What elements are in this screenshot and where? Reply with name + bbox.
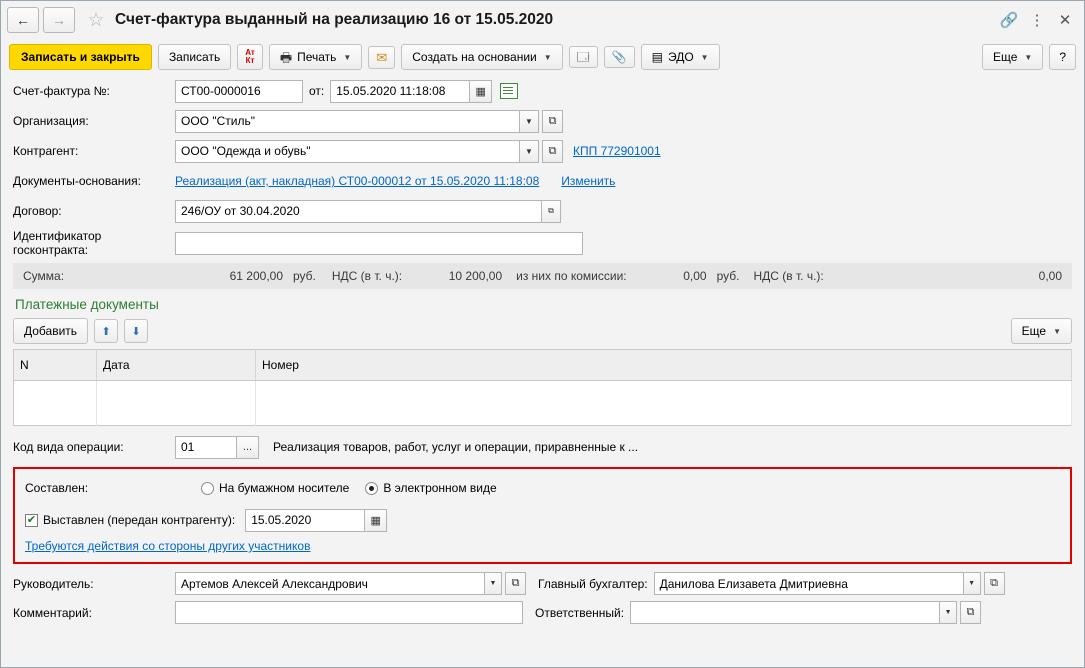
invoice-number-input[interactable]: СТ00-0000016 <box>175 80 303 103</box>
chevron-down-icon: ▼ <box>543 52 552 62</box>
report-icon: 🗔 <box>576 50 590 64</box>
comment-input[interactable] <box>175 601 523 624</box>
arrow-up-icon: ⬆ <box>101 325 111 338</box>
commission-value: 0,00 <box>683 269 707 283</box>
contract-label: Договор: <box>13 204 62 218</box>
gov-contract-id-label: Идентификатор госконтракта: <box>13 229 102 257</box>
move-down-button[interactable] <box>124 319 148 343</box>
accountant-select-button[interactable]: ⧉ <box>984 572 1005 595</box>
composed-row <box>25 476 1060 500</box>
table-row[interactable] <box>14 381 1072 426</box>
operation-code-label: Код вида операции: <box>13 440 124 454</box>
attachments-button[interactable] <box>604 46 635 68</box>
counterparty-select-button[interactable]: ⧉ <box>542 140 563 163</box>
issued-date-input[interactable]: 15.05.2020 <box>245 509 365 532</box>
kpp-link[interactable]: КПП 772901001 <box>573 144 661 158</box>
radio-paper-label: На бумажном носителе <box>219 481 350 495</box>
column-header-n: N <box>14 350 97 381</box>
gov-contract-id-input[interactable] <box>175 232 583 255</box>
envelope-icon: ✉ <box>376 49 388 65</box>
add-payment-doc-button[interactable]: Добавить <box>13 318 88 344</box>
director-row <box>13 572 1072 595</box>
chevron-down-icon: ▼ <box>1024 52 1033 62</box>
atkt-button[interactable] <box>237 44 263 70</box>
create-based-on-label: Создать на основании <box>412 50 537 64</box>
kebab-menu-icon[interactable]: ⋮ <box>1029 12 1045 29</box>
issued-label: Выставлен (передан контрагенту): <box>43 513 236 527</box>
counterparty-dropdown-icon[interactable]: ▼ <box>520 140 539 163</box>
sum-value: 61 200,00 <box>229 269 283 283</box>
basis-documents-row <box>13 169 1072 193</box>
director-input[interactable]: Артемов Алексей Александрович <box>175 572 485 595</box>
radio-paper[interactable] <box>201 482 214 495</box>
required-actions-link[interactable]: Требуются действия со стороны других участников <box>25 539 311 553</box>
vat-label: НДС (в т. ч.): <box>331 269 403 283</box>
comment-label: Комментарий: <box>13 605 92 620</box>
close-icon[interactable]: ✕ <box>1058 12 1072 29</box>
edo-label: ЭДО <box>667 50 694 64</box>
vat-commission-label: НДС (в т. ч.): <box>753 269 824 283</box>
radio-electronic-label: В электронном виде <box>383 481 497 495</box>
chevron-down-icon: ▼ <box>343 52 352 62</box>
table-header-row <box>14 350 1072 381</box>
more-label: Еще <box>992 50 1018 64</box>
cell-n[interactable] <box>14 381 97 426</box>
change-basis-link[interactable]: Изменить <box>561 174 616 188</box>
command-bar <box>1 39 1084 75</box>
operation-code-input[interactable]: 01 <box>175 436 237 459</box>
printer-icon: 🖶 <box>279 49 293 65</box>
move-up-button[interactable] <box>94 319 118 343</box>
director-label: Руководитель: <box>13 576 94 591</box>
title-bar <box>1 1 1084 39</box>
link-icon[interactable]: 🔗 <box>999 12 1019 29</box>
director-dropdown-icon[interactable]: ▼ <box>485 572 502 595</box>
counterparty-label: Контрагент: <box>13 144 79 158</box>
totals-bar <box>13 263 1072 289</box>
payment-documents-title: Платежные документы <box>15 297 159 312</box>
organization-row <box>13 109 1072 133</box>
contract-input[interactable]: 246/ОУ от 30.04.2020 <box>175 200 542 223</box>
back-button[interactable] <box>7 7 39 33</box>
basis-document-link[interactable]: Реализация (акт, накладная) СТ00-000012 от 15.05.2020 11:18:08 <box>175 174 540 188</box>
counterparty-input[interactable]: ООО "Одежда и обувь" <box>175 140 520 163</box>
issued-row <box>25 508 1060 532</box>
accountant-input[interactable]: Данилова Елизавета Дмитриевна <box>654 572 964 595</box>
responsible-input[interactable] <box>630 601 940 624</box>
invoice-number-row <box>13 79 1072 103</box>
edo-button[interactable] <box>641 44 720 70</box>
note-icon[interactable] <box>500 83 518 99</box>
vat-value: 10 200,00 <box>448 269 503 283</box>
accountant-label: Главный бухгалтер: <box>538 576 648 591</box>
payment-documents-toolbar <box>13 318 1072 344</box>
chevron-down-icon: ▼ <box>700 52 709 62</box>
vat-commission-value: 0,00 <box>1038 269 1062 283</box>
invoice-number-label: Счет-фактура №: <box>13 84 110 98</box>
send-mail-button[interactable] <box>368 46 395 69</box>
contract-row <box>13 199 1072 223</box>
invoice-form <box>1 75 1084 624</box>
gov-contract-id-row <box>13 229 1072 257</box>
composed-section <box>13 467 1072 564</box>
responsible-label: Ответственный: <box>535 605 625 620</box>
star-icon: ☆ <box>87 9 105 31</box>
page-title: Счет-фактура выданный на реализацию 16 от 15.05.2020 <box>115 11 554 28</box>
atkt-icon: Ат Кт <box>245 48 255 65</box>
sum-label: Сумма: <box>23 269 65 283</box>
radio-electronic[interactable] <box>365 482 378 495</box>
responsible-dropdown-icon[interactable]: ▼ <box>940 601 957 624</box>
forward-button[interactable] <box>43 7 75 33</box>
operation-code-select-button[interactable]: ... <box>237 436 259 459</box>
calendar-icon[interactable]: ▦ <box>365 509 387 532</box>
accountant-dropdown-icon[interactable]: ▼ <box>964 572 981 595</box>
counterparty-row <box>13 139 1072 163</box>
cell-date[interactable] <box>97 381 256 426</box>
cell-number[interactable] <box>256 381 1072 426</box>
create-based-on-button[interactable] <box>401 44 562 70</box>
date-label: от: <box>309 84 325 98</box>
operation-code-row <box>13 435 1072 459</box>
organization-input[interactable]: ООО "Стиль" <box>175 110 520 133</box>
favorite-button[interactable] <box>83 7 109 33</box>
command-bar-right <box>982 44 1076 70</box>
organization-dropdown-icon[interactable]: ▼ <box>520 110 539 133</box>
organization-select-button[interactable]: ⧉ <box>542 110 563 133</box>
calendar-icon[interactable]: ▦ <box>470 80 492 103</box>
paperclip-icon: 📎 <box>611 50 627 64</box>
commission-label: из них по комиссии: <box>516 269 627 283</box>
print-label: Печать <box>297 50 337 64</box>
window-controls <box>996 7 1078 33</box>
contract-select-icon[interactable]: ⧉ <box>542 200 561 223</box>
save-button[interactable]: Записать <box>158 44 231 70</box>
save-and-close-button[interactable]: Записать и закрыть <box>9 44 152 70</box>
organization-label: Организация: <box>13 114 89 128</box>
basis-documents-label: Документы-основания: <box>13 174 141 188</box>
issued-checkbox[interactable]: ✔ <box>26 513 37 526</box>
print-button[interactable] <box>269 44 363 70</box>
arrow-down-icon: ⬇ <box>131 325 141 338</box>
chevron-down-icon: ▼ <box>1053 326 1061 336</box>
column-header-number: Номер <box>256 350 1072 381</box>
more-button[interactable] <box>982 44 1043 70</box>
report-button[interactable] <box>569 46 598 68</box>
payment-documents-table[interactable] <box>13 349 1072 426</box>
arrow-left-icon: ← <box>16 12 30 28</box>
payment-docs-more-button[interactable] <box>1011 318 1072 344</box>
operation-description: Реализация товаров, работ, услуг и операции, приравненные к ... <box>273 440 639 454</box>
sum-currency: руб. <box>293 269 316 283</box>
column-header-date: Дата <box>97 350 256 381</box>
arrow-right-icon: → <box>52 12 66 28</box>
comment-row <box>13 601 1072 624</box>
commission-currency: руб. <box>716 269 740 283</box>
invoice-date-input[interactable]: 15.05.2020 11:18:08 <box>330 80 470 103</box>
director-select-button[interactable]: ⧉ <box>505 572 526 595</box>
edo-icon: ▤ <box>651 50 663 64</box>
responsible-select-button[interactable]: ⧉ <box>960 601 981 624</box>
composed-label: Составлен: <box>25 481 89 495</box>
help-button[interactable]: ? <box>1049 44 1076 70</box>
payment-docs-more-label: Еще <box>1021 324 1047 338</box>
